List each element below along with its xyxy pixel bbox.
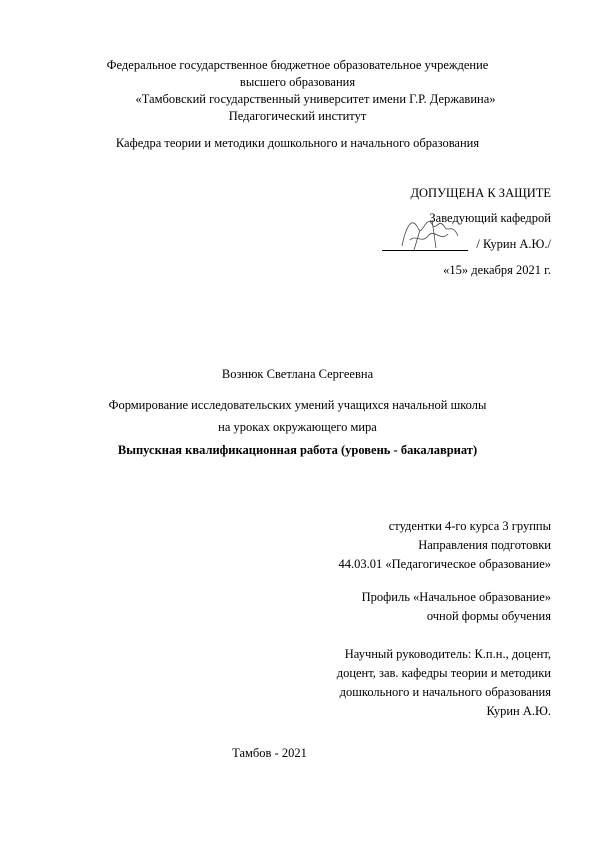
header-line-institute: Педагогический институт xyxy=(228,109,367,123)
approval-role: Заведующий кафедрой xyxy=(429,211,551,225)
student-info-profile: Профиль «Начальное образование» xyxy=(361,590,551,604)
approval-title: ДОПУЩЕНА К ЗАЩИТЕ xyxy=(410,186,551,200)
approval-date: «15» декабря 2021 г. xyxy=(443,263,551,277)
approval-signature-name: / Курин А.Ю./ xyxy=(476,237,551,251)
supervisor-line2: доцент, зав. кафедры теории и методики xyxy=(336,666,551,680)
footer-city-year: Тамбов - 2021 xyxy=(232,746,307,760)
student-info-form: очной формы обучения xyxy=(426,609,551,623)
supervisor-line3: дошкольного и начального образования xyxy=(339,685,551,699)
header-line-university: «Тамбовский государственный университет имени Г.Р. Державина» xyxy=(135,92,496,106)
header-line-level: высшего образования xyxy=(239,75,356,89)
signature-line xyxy=(382,250,468,251)
supervisor-line1: Научный руководитель: К.п.н., доцент, xyxy=(344,647,551,661)
author-name: Вознюк Светлана Сергеевна xyxy=(221,367,374,381)
header-line-institution: Федеральное государственное бюджетное образовательное учреждение xyxy=(106,58,489,72)
signature-scribble xyxy=(392,206,472,254)
header-department: Кафедра теории и методики дошкольного и начального образования xyxy=(115,136,480,150)
thesis-type: Выпускная квалификационная работа (уровень - бакалавриат) xyxy=(117,443,478,457)
thesis-title-line1: Формирование исследовательских умений учащихся начальной школы xyxy=(108,398,487,412)
thesis-title-line2: на уроках окружающего мира xyxy=(218,420,377,434)
student-info-course: студентки 4-го курса 3 группы xyxy=(388,519,551,533)
student-info-direction: Направления подготовки xyxy=(418,538,551,552)
student-info-code: 44.03.01 «Педагогическое образование» xyxy=(338,557,551,571)
supervisor-name: Курин А.Ю. xyxy=(486,704,551,718)
